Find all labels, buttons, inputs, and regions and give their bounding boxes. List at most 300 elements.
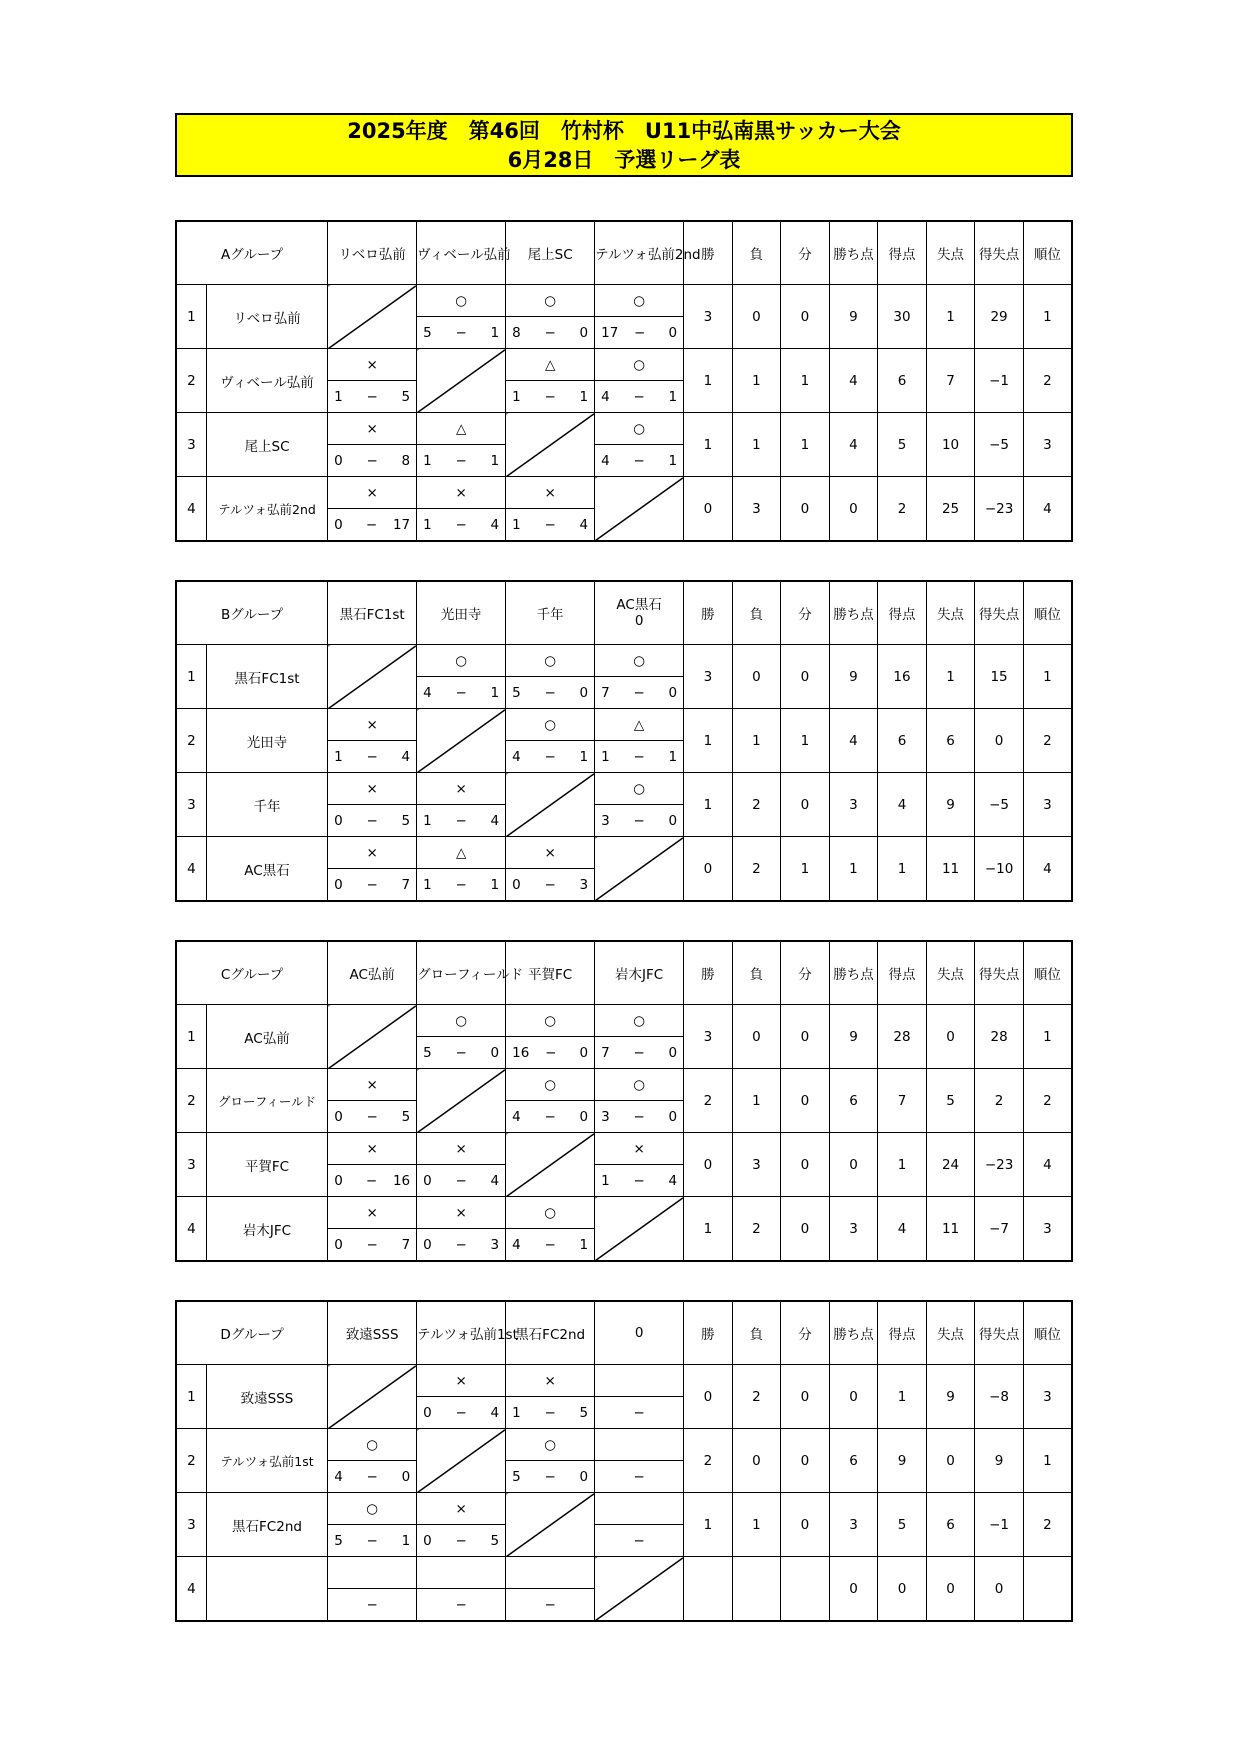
stat-goals-for: 4: [878, 773, 927, 837]
group-table-a: [175, 220, 1073, 542]
match-result-mark: ○: [506, 285, 595, 317]
stat-points: 9: [829, 645, 878, 709]
stat-draws: 1: [781, 837, 830, 902]
row-index: 1: [176, 285, 206, 349]
stat-goals-against: 9: [926, 1365, 975, 1429]
row-index: 2: [176, 1429, 206, 1493]
stat-losses: 1: [732, 1069, 781, 1133]
stat-header: 負: [732, 581, 781, 645]
stat-goal-diff: −10: [975, 837, 1024, 902]
stat-draws: 0: [781, 1069, 830, 1133]
stat-losses: 1: [732, 1493, 781, 1557]
row-index: 2: [176, 349, 206, 413]
match-result-mark: ○: [506, 1005, 595, 1037]
score-home: 7: [601, 1044, 610, 1061]
score-home: 17: [601, 324, 619, 341]
match-result-mark: ○: [506, 1069, 595, 1101]
stat-header: 分: [781, 221, 830, 285]
stat-wins: 3: [684, 645, 733, 709]
stat-header: 失点: [926, 1301, 975, 1365]
stat-goals-for: 1: [878, 1365, 927, 1429]
stat-points: 4: [829, 413, 878, 477]
score-home: 4: [512, 748, 521, 765]
score-line: [506, 1237, 594, 1253]
score-line: [595, 453, 683, 469]
stat-goals-for: 28: [878, 1005, 927, 1069]
group-table-c: [175, 940, 1073, 1262]
row-index: 1: [176, 1365, 206, 1429]
stat-goal-diff: 15: [975, 645, 1024, 709]
col-header-team: 尾上SC: [506, 221, 595, 285]
stat-goals-against: 25: [926, 477, 975, 542]
score-away: 3: [490, 1236, 500, 1253]
stat-losses: [732, 1557, 781, 1622]
stat-goal-diff: −5: [975, 413, 1024, 477]
score-sep: −: [455, 324, 467, 341]
team-name: リベロ弘前: [206, 285, 327, 349]
header-row: [176, 221, 1072, 285]
score-line: [328, 749, 416, 765]
stat-header: 負: [732, 941, 781, 1005]
score-line: [595, 685, 683, 701]
score-sep: −: [544, 1596, 556, 1613]
table-row: [176, 837, 1072, 869]
score-sep: −: [365, 1172, 378, 1189]
col-header-team: テルツォ弘前1st: [417, 1301, 506, 1365]
match-result-mark: [595, 1365, 684, 1397]
stat-header: 得点: [878, 1301, 927, 1365]
score-sep: −: [455, 1404, 467, 1421]
stat-goal-diff: 2: [975, 1069, 1024, 1133]
score-sep: −: [366, 748, 378, 765]
stat-header: 勝ち点: [829, 1301, 878, 1365]
match-result-mark: ○: [595, 349, 684, 381]
score-home: 3: [601, 1108, 610, 1125]
stat-goal-diff: −5: [975, 773, 1024, 837]
score-away: 1: [490, 452, 500, 469]
score-line: [595, 813, 683, 829]
score-home: [601, 1405, 617, 1421]
match-result-mark: [595, 1493, 684, 1525]
stat-wins: 0: [684, 1365, 733, 1429]
match-score: [595, 741, 684, 773]
stat-header: 得失点: [975, 221, 1024, 285]
score-home: 1: [512, 516, 521, 533]
score-line: [417, 453, 505, 469]
match-score: [328, 445, 417, 477]
score-sep: −: [455, 812, 467, 829]
score-home: [512, 1597, 528, 1613]
score-sep: −: [544, 876, 556, 893]
score-home: 0: [423, 1532, 432, 1549]
score-away: 4: [401, 748, 411, 765]
match-score: [328, 1229, 417, 1262]
score-home: 0: [423, 1404, 432, 1421]
self-match-diagonal: [595, 1557, 684, 1622]
stat-goals-for: 5: [878, 1493, 927, 1557]
group-name: Cグループ: [176, 941, 328, 1005]
match-result-mark: ×: [506, 837, 595, 869]
score-sep: −: [366, 388, 378, 405]
score-home: 0: [334, 1172, 343, 1189]
score-line: [417, 325, 505, 341]
stat-draws: 0: [781, 1133, 830, 1197]
stat-goals-against: 11: [926, 837, 975, 902]
stat-goals-for: 7: [878, 1069, 927, 1133]
score-home: 8: [512, 324, 521, 341]
score-line: [595, 1109, 683, 1125]
match-result-mark: ×: [328, 477, 417, 509]
stat-goals-against: 0: [926, 1557, 975, 1622]
match-result-mark: [328, 1557, 417, 1589]
score-home: 1: [601, 1172, 610, 1189]
score-sep: −: [633, 388, 645, 405]
match-result-mark: ×: [506, 477, 595, 509]
score-home: [601, 1469, 617, 1485]
score-line: [506, 1045, 594, 1061]
stat-header: 勝ち点: [829, 581, 878, 645]
stat-losses: 3: [732, 477, 781, 542]
team-name: ヴィベール弘前: [206, 349, 327, 413]
col-header-team: AC弘前: [328, 941, 417, 1005]
score-line: [506, 1405, 594, 1421]
score-away: 5: [579, 1404, 589, 1421]
stat-points: 0: [829, 1557, 878, 1622]
match-score: [417, 1165, 506, 1197]
stat-losses: 0: [732, 1429, 781, 1493]
match-score: [595, 677, 684, 709]
table-row: [176, 1557, 1072, 1589]
table-row: [176, 477, 1072, 509]
stat-header: 得点: [878, 581, 927, 645]
table-row: [176, 1365, 1072, 1397]
stat-rank: 1: [1023, 285, 1072, 349]
match-result-mark: [417, 1557, 506, 1589]
score-home: 4: [601, 452, 610, 469]
row-index: 1: [176, 645, 206, 709]
stat-wins: 1: [684, 1493, 733, 1557]
stat-header: 勝: [684, 941, 733, 1005]
group-name: Bグループ: [176, 581, 328, 645]
score-line: [595, 1173, 683, 1189]
match-score: [328, 1589, 417, 1622]
stat-goal-diff: 29: [975, 285, 1024, 349]
stat-goals-against: 11: [926, 1197, 975, 1262]
score-line: [506, 877, 594, 893]
match-score: [506, 381, 595, 413]
stat-draws: 0: [781, 285, 830, 349]
header-row: [176, 941, 1072, 1005]
row-index: 4: [176, 1197, 206, 1262]
stat-goals-against: 24: [926, 1133, 975, 1197]
stat-wins: 3: [684, 285, 733, 349]
score-line: [506, 749, 594, 765]
match-result-mark: ○: [417, 1005, 506, 1037]
stat-header: 得点: [878, 941, 927, 1005]
stat-goals-for: 1: [878, 1133, 927, 1197]
match-score: [328, 1461, 417, 1493]
stat-header: 得失点: [975, 941, 1024, 1005]
score-away: 0: [579, 1108, 589, 1125]
stat-rank: [1023, 1557, 1072, 1622]
team-name: グローフィールド: [206, 1069, 327, 1133]
score-line: [595, 1533, 683, 1549]
score-line: [595, 1469, 683, 1485]
score-sep: −: [544, 684, 556, 701]
score-home: 5: [512, 684, 521, 701]
stat-rank: 3: [1023, 1365, 1072, 1429]
match-score: [328, 805, 417, 837]
stat-losses: 0: [732, 645, 781, 709]
match-score: [417, 1037, 506, 1069]
score-line: [328, 389, 416, 405]
title-box: [175, 113, 1073, 177]
score-home: 5: [423, 324, 432, 341]
stat-goal-diff: −7: [975, 1197, 1024, 1262]
stat-header: 勝: [684, 1301, 733, 1365]
score-line: [417, 1237, 505, 1253]
score-line: [506, 517, 594, 533]
score-home: 0: [334, 452, 343, 469]
score-line: [506, 1597, 594, 1613]
col-header-team: 平賀FC: [506, 941, 595, 1005]
score-line: [328, 1237, 416, 1253]
stat-header: 得失点: [975, 581, 1024, 645]
col-header-team: グローフィールド: [417, 941, 506, 1005]
score-away: 5: [490, 1532, 500, 1549]
score-line: [417, 1173, 505, 1189]
score-home: 1: [423, 812, 432, 829]
score-home: 3: [601, 812, 610, 829]
stat-losses: 1: [732, 413, 781, 477]
col-header-team: 致遠SSS: [328, 1301, 417, 1365]
stat-draws: [781, 1557, 830, 1622]
col-header-team: 黒石FC1st: [328, 581, 417, 645]
score-sep: −: [633, 1044, 645, 1061]
row-index: 3: [176, 413, 206, 477]
row-index: 3: [176, 773, 206, 837]
table-row: [176, 1493, 1072, 1525]
score-home: 5: [423, 1044, 432, 1061]
stat-goals-against: 9: [926, 773, 975, 837]
score-line: [417, 517, 505, 533]
score-home: 0: [334, 1108, 343, 1125]
row-index: 1: [176, 1005, 206, 1069]
match-result-mark: ○: [506, 645, 595, 677]
score-line: [417, 1597, 505, 1613]
stat-losses: 0: [732, 1005, 781, 1069]
score-sep: −: [455, 1044, 467, 1061]
score-home: 1: [601, 748, 610, 765]
match-result-mark: △: [417, 837, 506, 869]
match-score: [595, 445, 684, 477]
match-result-mark: ○: [595, 1069, 684, 1101]
stat-points: 3: [829, 1493, 878, 1557]
stat-header: 勝: [684, 581, 733, 645]
stat-draws: 1: [781, 349, 830, 413]
score-away: 5: [401, 1108, 411, 1125]
stat-rank: 1: [1023, 1429, 1072, 1493]
self-match-diagonal: [417, 349, 506, 413]
score-line: [595, 325, 683, 341]
stat-goal-diff: 0: [975, 709, 1024, 773]
match-score: [595, 381, 684, 413]
table-row: [176, 1429, 1072, 1461]
stat-rank: 4: [1023, 1133, 1072, 1197]
stat-losses: 2: [732, 1365, 781, 1429]
score-home: 0: [423, 1172, 432, 1189]
score-away: 1: [579, 388, 589, 405]
match-score: [328, 1525, 417, 1557]
stat-header: 失点: [926, 581, 975, 645]
match-result-mark: ×: [417, 1493, 506, 1525]
match-result-mark: ×: [328, 837, 417, 869]
stat-header: 失点: [926, 221, 975, 285]
stat-wins: 3: [684, 1005, 733, 1069]
match-score: [417, 1589, 506, 1622]
stat-losses: 2: [732, 1197, 781, 1262]
stat-goals-against: 6: [926, 1493, 975, 1557]
score-line: [506, 1469, 594, 1485]
team-name: AC黒石: [206, 837, 327, 902]
score-home: 0: [423, 1236, 432, 1253]
score-away: 1: [490, 684, 500, 701]
col-header-team: 岩木JFC: [595, 941, 684, 1005]
score-home: 1: [423, 516, 432, 533]
match-result-mark: ○: [328, 1429, 417, 1461]
match-result-mark: △: [595, 709, 684, 741]
table-row: [176, 709, 1072, 741]
table-row: [176, 645, 1072, 677]
score-home: 0: [334, 516, 343, 533]
score-home: 5: [512, 1468, 521, 1485]
stat-draws: 0: [781, 1365, 830, 1429]
score-sep: −: [634, 324, 646, 341]
stat-losses: 1: [732, 709, 781, 773]
score-away: 5: [401, 388, 411, 405]
row-index: 2: [176, 709, 206, 773]
self-match-diagonal: [595, 477, 684, 542]
score-sep: −: [633, 452, 645, 469]
score-sep: −: [366, 812, 378, 829]
match-score: [417, 1525, 506, 1557]
score-away: 0: [668, 812, 678, 829]
stat-losses: 2: [732, 773, 781, 837]
score-sep: −: [455, 1172, 467, 1189]
score-away: [661, 1405, 677, 1421]
score-sep: −: [544, 324, 556, 341]
score-away: 0: [579, 684, 589, 701]
stat-goals-for: 2: [878, 477, 927, 542]
stat-rank: 3: [1023, 773, 1072, 837]
stat-wins: 1: [684, 1197, 733, 1262]
match-score: [417, 509, 506, 542]
team-name: 光田寺: [206, 709, 327, 773]
score-line: [417, 685, 505, 701]
score-sep: −: [544, 388, 556, 405]
table-row: [176, 1197, 1072, 1229]
stat-draws: 0: [781, 1197, 830, 1262]
match-result-mark: ×: [328, 1133, 417, 1165]
match-result-mark: ×: [328, 1069, 417, 1101]
score-sep: −: [366, 1532, 378, 1549]
match-score: [506, 1397, 595, 1429]
self-match-diagonal: [328, 285, 417, 349]
score-line: [328, 813, 416, 829]
stat-draws: 1: [781, 709, 830, 773]
table-row: [176, 413, 1072, 445]
score-line: [328, 1533, 416, 1549]
self-match-diagonal: [506, 1493, 595, 1557]
match-score: [506, 317, 595, 349]
score-away: [661, 1469, 677, 1485]
stat-goal-diff: 28: [975, 1005, 1024, 1069]
stat-draws: 0: [781, 1005, 830, 1069]
score-sep: −: [366, 1468, 378, 1485]
score-home: 1: [334, 388, 343, 405]
stat-losses: 2: [732, 837, 781, 902]
score-line: [417, 1533, 505, 1549]
self-match-diagonal: [328, 645, 417, 709]
group-name: Dグループ: [176, 1301, 328, 1365]
match-result-mark: ×: [417, 477, 506, 509]
score-sep: −: [633, 1108, 645, 1125]
match-result-mark: ×: [328, 349, 417, 381]
team-name: 平賀FC: [206, 1133, 327, 1197]
stat-goals-for: 4: [878, 1197, 927, 1262]
self-match-diagonal: [417, 1069, 506, 1133]
match-score: [506, 1229, 595, 1262]
score-sep: −: [633, 1172, 645, 1189]
stat-header: 勝ち点: [829, 941, 878, 1005]
score-away: 1: [401, 1532, 411, 1549]
match-score: [595, 1101, 684, 1133]
stat-points: 0: [829, 1133, 878, 1197]
stat-wins: 1: [684, 349, 733, 413]
match-result-mark: ○: [417, 645, 506, 677]
match-result-mark: [595, 1429, 684, 1461]
match-score: [417, 805, 506, 837]
match-result-mark: ×: [417, 773, 506, 805]
score-sep: −: [455, 876, 467, 893]
self-match-diagonal: [506, 773, 595, 837]
stat-goals-against: 1: [926, 645, 975, 709]
score-line: [595, 749, 683, 765]
stat-wins: 1: [684, 709, 733, 773]
table-row: [176, 1005, 1072, 1037]
score-home: 0: [512, 876, 521, 893]
match-score: [595, 1165, 684, 1197]
team-name: [206, 1557, 327, 1622]
table-row: [176, 1133, 1072, 1165]
match-result-mark: ×: [417, 1197, 506, 1229]
stat-header: 順位: [1023, 221, 1072, 285]
stat-points: 4: [829, 349, 878, 413]
match-score: [417, 1397, 506, 1429]
stat-wins: 1: [684, 413, 733, 477]
match-result-mark: ○: [417, 285, 506, 317]
score-home: [601, 1533, 617, 1549]
score-away: [394, 1597, 410, 1613]
stat-goals-against: 0: [926, 1005, 975, 1069]
score-line: [328, 453, 416, 469]
stat-draws: 1: [781, 413, 830, 477]
stat-goal-diff: −1: [975, 349, 1024, 413]
stat-goal-diff: −1: [975, 1493, 1024, 1557]
match-result-mark: ×: [328, 709, 417, 741]
score-away: 0: [579, 1468, 589, 1485]
team-name: 致遠SSS: [206, 1365, 327, 1429]
